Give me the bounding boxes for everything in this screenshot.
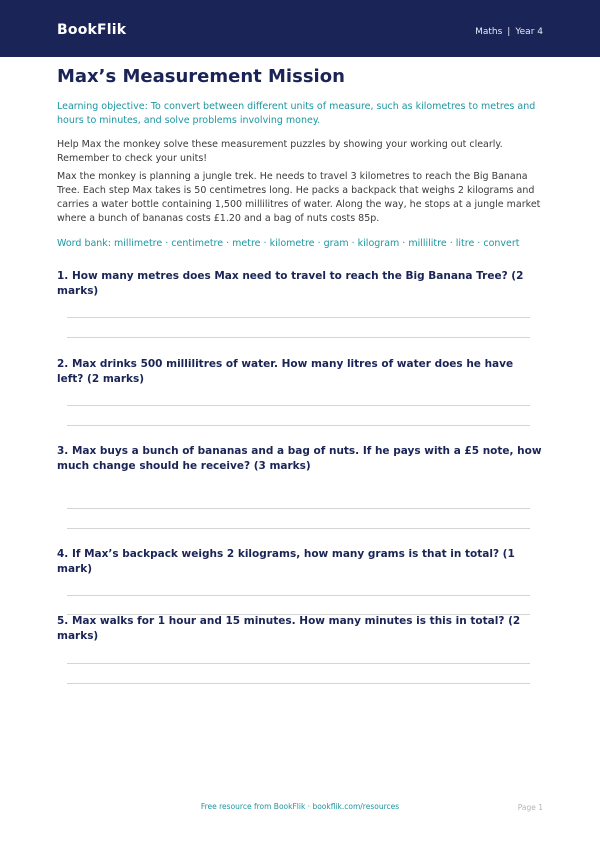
- brand-logo-text[interactable]: BookFlik: [57, 22, 127, 38]
- subject-year-label: [475, 27, 543, 37]
- question-1: 1. How many metres does Max need to travel to reach the Big Banana Tree? (2 marks): [57, 270, 524, 297]
- answer-line[interactable]: [67, 317, 530, 318]
- answer-line[interactable]: [67, 405, 530, 406]
- answer-line[interactable]: [67, 595, 530, 596]
- page-number: Page 1: [517, 803, 543, 812]
- question-2: 2. Max drinks 500 millilitres of water. How many litres of water does he have left? (2 marks): [57, 358, 514, 385]
- question-4: 4. If Max’s backpack weighs 2 kilograms, how many grams is that in total? (1 mark): [57, 548, 515, 575]
- answer-line[interactable]: [67, 508, 530, 509]
- separator: |: [507, 27, 511, 37]
- answer-line[interactable]: [67, 337, 530, 338]
- question-5: 5. Max walks for 1 hour and 15 minutes. How many minutes is this in total? (2 marks): [57, 615, 521, 642]
- word-bank: Word bank: millimetre · centimetre · metre · kilometre · gram · kilogram · millilitre · litre · convert: [57, 238, 520, 249]
- question-3: 3. Max buys a bunch of bananas and a bag of nuts. If he pays with a £5 note, how much change should he receive? (3 marks): [57, 445, 542, 472]
- year-label: Year 4: [515, 27, 543, 37]
- page-title: Max’s Measurement Mission: [57, 66, 345, 87]
- answer-line[interactable]: [67, 663, 530, 664]
- learning-objective: Learning objective: To convert between different units of measure, such as kilometres to metres and hours to minutes, and solve problems involving money.: [57, 101, 536, 126]
- answer-line[interactable]: [67, 425, 530, 426]
- subject-label: Maths: [475, 27, 503, 37]
- answer-line[interactable]: [67, 683, 530, 684]
- footer-text[interactable]: Free resource from BookFlik · bookflik.com/resources: [200, 802, 400, 811]
- story-text: Max the monkey is planning a jungle trek. He needs to travel 3 kilometres to reach the Big Banana Tree. Each step Max takes is 50 centimetres long. He packs a backpack that weighs 2 kilograms and carries a water bottle containing 1,500 millilitres of water. Along the way, he stops at a jungle market where a bunch of bananas costs £1.20 and a bag of nuts costs 85p.: [57, 171, 541, 224]
- header-bar: [0, 0, 600, 57]
- answer-line[interactable]: [67, 528, 530, 529]
- intro-text: Help Max the monkey solve these measurement puzzles by showing your working out clearly. Remember to check your units!: [57, 139, 503, 164]
